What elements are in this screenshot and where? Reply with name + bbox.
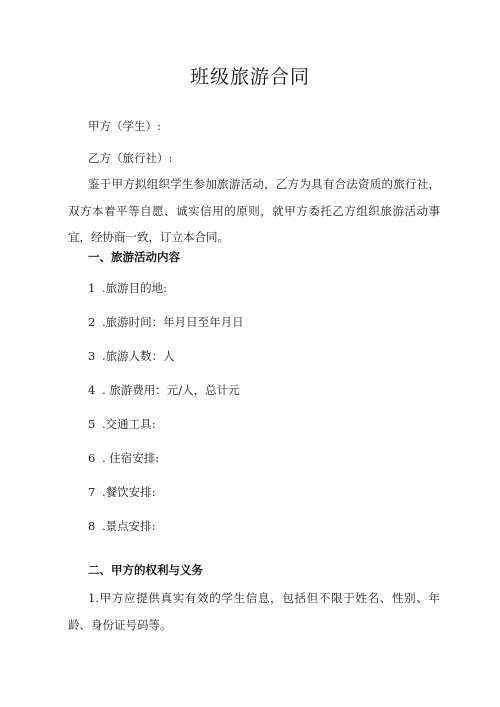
intro-paragraph: 鉴于甲方拟组织学生参加旅游活动，乙方为具有合法资质的旅行社，双方本着平等自愿、诚实信用的原则，就甲方委托乙方组织旅游活动事宜，经协商一致，订立本合同。 — [68, 177, 440, 244]
list-item: 1 .旅游目的地: — [88, 281, 168, 295]
party-b-line: 乙方（旅行社）: — [88, 151, 173, 165]
list-item: 3 .旅游人数：人 — [88, 349, 175, 363]
list-item: 4 . 旅游费用：元/人，总计元 — [88, 383, 240, 397]
list-item: 5 .交通工具: — [88, 417, 156, 431]
section1-heading: 一、旅游活动内容 — [88, 250, 180, 264]
party-a-line: 甲方（学生）: — [88, 119, 161, 133]
section2-heading: 二、甲方的权利与义务 — [88, 563, 203, 577]
list-item: 8 .景点安排: — [88, 519, 156, 533]
section2-item-1: 1.甲方应提供真实有效的学生信息，包括但不限于姓名、性别、年龄、身份证号码等。 — [68, 591, 440, 632]
document-title: 班级旅游合同 — [189, 66, 310, 88]
list-item: 6 . 住宿安排: — [88, 451, 160, 465]
list-item: 7 .餐饮安排: — [88, 485, 156, 499]
list-item: 2 .旅游时间：年月日至年月日 — [88, 315, 244, 329]
